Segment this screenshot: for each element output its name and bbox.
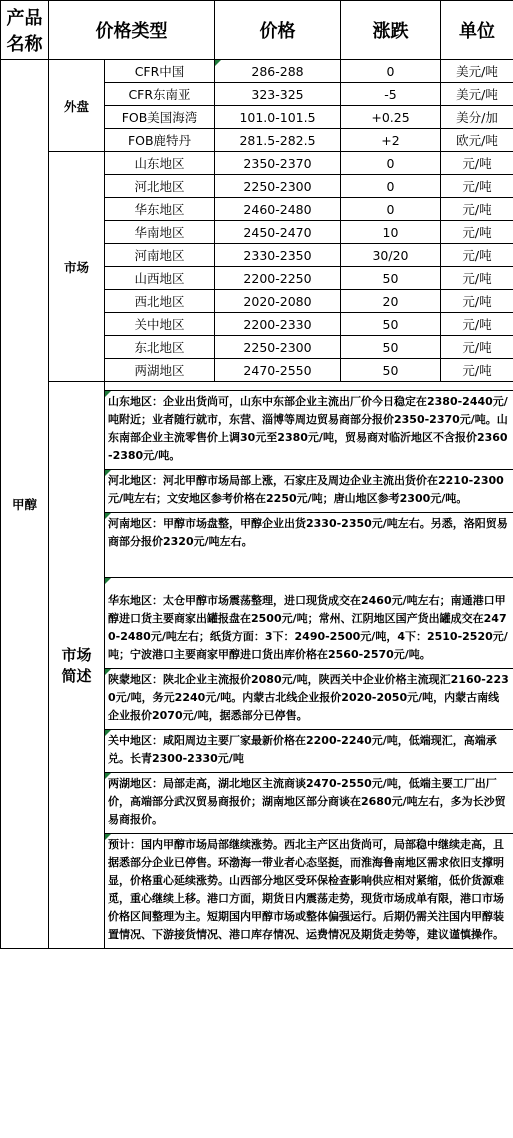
group-summary-line2: 简述 [61, 667, 92, 685]
table-row [1, 60, 513, 83]
price-cell: 286-288 [215, 60, 341, 83]
note-shaanmeng: 陕蒙地区：陕北企业主流报价2080元/吨，陕西关中企业价格主流现汇2160-2230元/吨，务元2240元/吨。内蒙古北线企业报价2020-2050元/吨，内蒙古南线企业报价2070元/吨，据悉部分已停售。 [105, 669, 513, 730]
header-product-line2: 名称 [6, 34, 43, 55]
group-market: 市场 [49, 152, 105, 382]
group-summary [49, 382, 105, 949]
change-cell: 0 [341, 152, 441, 175]
unit-cell: 元/吨 [441, 336, 513, 359]
unit-cell: 元/吨 [441, 313, 513, 336]
group-summary-line1: 市场 [61, 646, 92, 664]
unit-cell: 美元/吨 [441, 83, 513, 106]
header-product-name [1, 1, 49, 60]
change-cell: 50 [341, 313, 441, 336]
price-type-cell: 西北地区 [105, 290, 215, 313]
unit-cell: 元/吨 [441, 221, 513, 244]
price-cell: 2330-2350 [215, 244, 341, 267]
change-cell: +0.25 [341, 106, 441, 129]
change-cell: -5 [341, 83, 441, 106]
header-price: 价格 [215, 1, 341, 60]
price-cell: 323-325 [215, 83, 341, 106]
unit-cell: 元/吨 [441, 198, 513, 221]
price-cell: 2250-2300 [215, 336, 341, 359]
change-cell: 0 [341, 198, 441, 221]
note-huadong: 华东地区：太仓甲醇市场震荡整理，进口现货成交在2460元/吨左右；南通港口甲醇进口货主要商家出罐报盘在2500元/吨；常州、江阴地区国产货出罐成交在2470-2480元/吨左右；纸货方面：3下：2490-2500元/吨，4下：2510-2520元/吨；宁波港口主要商家甲醇进口货出库价格在2560-2570元/吨。 [105, 578, 513, 669]
price-type-cell: FOB美国海湾 [105, 106, 215, 129]
price-type-cell: 河北地区 [105, 175, 215, 198]
price-cell: 2450-2470 [215, 221, 341, 244]
price-type-cell: 河南地区 [105, 244, 215, 267]
change-cell: 20 [341, 290, 441, 313]
unit-cell: 元/吨 [441, 244, 513, 267]
note-lianghu: 两湖地区：局部走高，湖北地区主流商谈2470-2550元/吨，低端主要工厂出厂价，高端部分武汉贸易商报价；湖南地区部分商谈在2680元/吨左右，多为长沙贸易商报价。 [105, 773, 513, 834]
price-cell: 2200-2330 [215, 313, 341, 336]
product-name: 甲醇 [1, 60, 49, 949]
price-type-cell: 华东地区 [105, 198, 215, 221]
header-change: 涨跌 [341, 1, 441, 60]
change-cell: 30/20 [341, 244, 441, 267]
header-price-type: 价格类型 [49, 1, 215, 60]
price-cell: 281.5-282.5 [215, 129, 341, 152]
change-cell: 50 [341, 267, 441, 290]
price-type-cell: 山东地区 [105, 152, 215, 175]
price-cell: 2020-2080 [215, 290, 341, 313]
unit-cell: 美元/吨 [441, 60, 513, 83]
header-unit: 单位 [441, 1, 513, 60]
note-henan: 河南地区：甲醇市场盘整，甲醇企业出货2330-2350元/吨左右。另悉，洛阳贸易商部分报价2320元/吨左右。 [105, 513, 513, 578]
note-spacer [105, 382, 513, 391]
unit-cell: 元/吨 [441, 152, 513, 175]
unit-cell: 欧元/吨 [441, 129, 513, 152]
change-cell: 0 [341, 60, 441, 83]
note-hebei: 河北地区：河北甲醇市场局部上涨，石家庄及周边企业主流出货价在2210-2300元/吨左右；文安地区参考价格在2250元/吨；唐山地区参考2300元/吨。 [105, 470, 513, 513]
price-cell: 2460-2480 [215, 198, 341, 221]
price-cell: 2470-2550 [215, 359, 341, 382]
price-type-cell: 东北地区 [105, 336, 215, 359]
note-guanzhong: 关中地区：咸阳周边主要厂家最新价格在2200-2240元/吨，低端现汇，高端承兑。长青2300-2330元/吨 [105, 730, 513, 773]
group-overseas: 外盘 [49, 60, 105, 152]
unit-cell: 美分/加 [441, 106, 513, 129]
price-cell: 2350-2370 [215, 152, 341, 175]
price-type-cell: 关中地区 [105, 313, 215, 336]
unit-cell: 元/吨 [441, 359, 513, 382]
price-cell: 2250-2300 [215, 175, 341, 198]
change-cell: +2 [341, 129, 441, 152]
change-cell: 50 [341, 336, 441, 359]
header-row [1, 1, 513, 60]
unit-cell: 元/吨 [441, 290, 513, 313]
price-cell: 101.0-101.5 [215, 106, 341, 129]
price-type-cell: CFR东南亚 [105, 83, 215, 106]
price-type-cell: 两湖地区 [105, 359, 215, 382]
note-shandong: 山东地区：企业出货尚可，山东中东部企业主流出厂价今日稳定在2380-2440元/吨附近；业者随行就市，东营、淄博等周边贸易商部分报价2350-2370元/吨。山东南部企业主流零售价上调30元至2380元/吨，贸易商对临沂地区不含报价2360-2380元/吨。 [105, 391, 513, 470]
price-type-cell: FOB鹿特丹 [105, 129, 215, 152]
price-type-cell: CFR中国 [105, 60, 215, 83]
unit-cell: 元/吨 [441, 267, 513, 290]
table-row [1, 152, 513, 175]
unit-cell: 元/吨 [441, 175, 513, 198]
price-type-cell: 华南地区 [105, 221, 215, 244]
note-forecast: 预计：国内甲醇市场局部继续涨势。西北主产区出货尚可，局部稳中继续走高，且据悉部分企业已停售。环渤海一带业者心态坚挺，而淮海鲁南地区需求依旧支撑明显，价格重心延续涨势。山西部分地区受环保检查影响供应相对紧缩，低价货源难觅，重心继续上移。港口方面，期货日内震荡走势，现货市场成单有限，港口市场价格区间整理为主。短期国内甲醇市场或整体偏强运行。后期仍需关注国内甲醇装置情况、下游接货情况、港口库存情况、运费情况及期货走势等，建议谨慎操作。 [105, 834, 513, 949]
price-type-cell: 山西地区 [105, 267, 215, 290]
change-cell: 0 [341, 175, 441, 198]
change-cell: 10 [341, 221, 441, 244]
change-cell: 50 [341, 359, 441, 382]
header-product-line1: 产品 [6, 8, 43, 29]
price-cell: 2200-2250 [215, 267, 341, 290]
table-row [1, 382, 513, 391]
